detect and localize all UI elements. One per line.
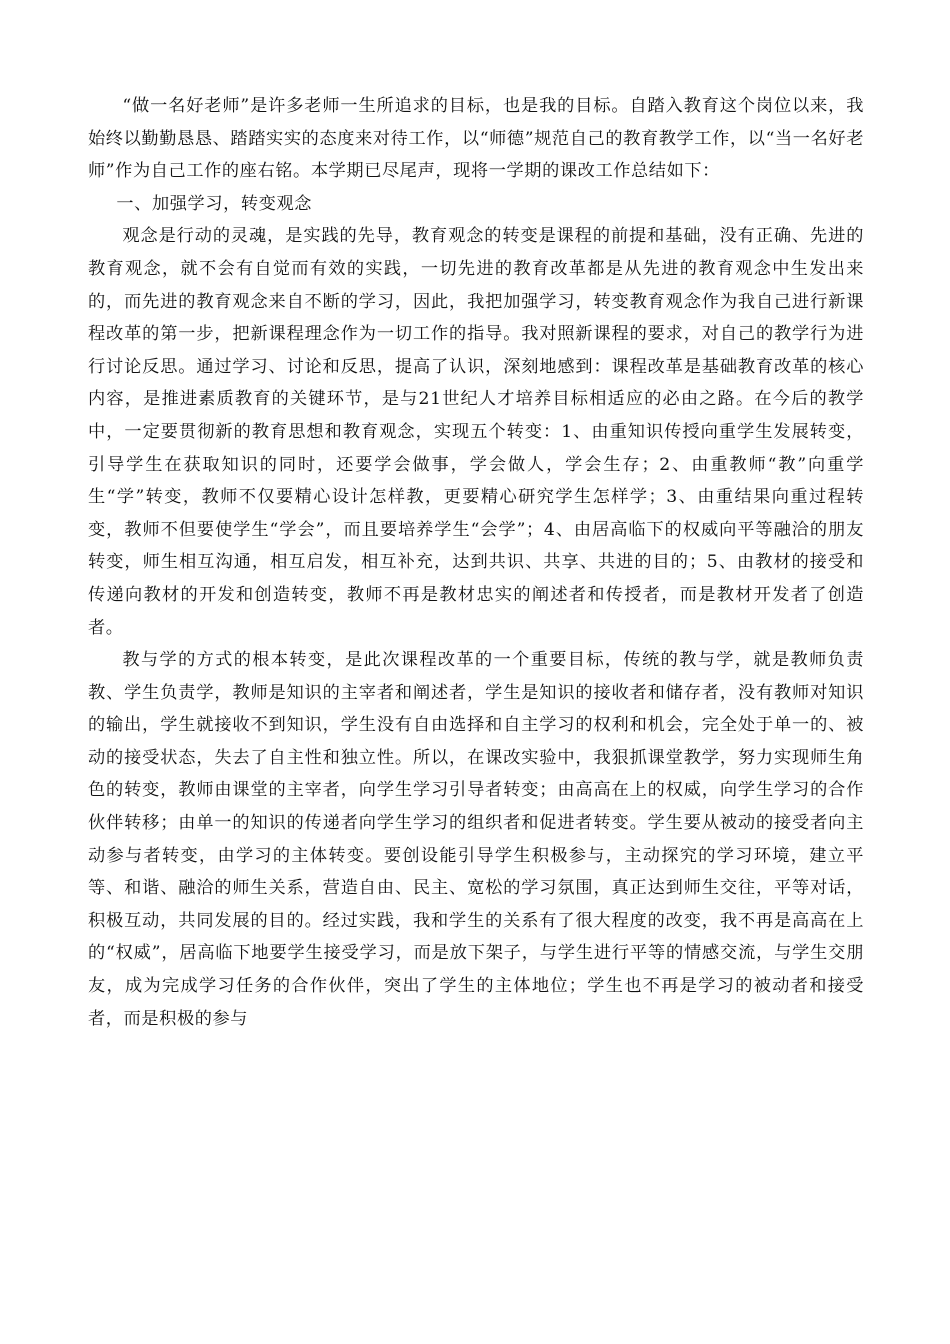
- body-paragraph-concept: 观念是行动的灵魂，是实践的先导，教育观念的转变是课程的前提和基础，没有正确、先进的教育观念，就不会有自觉而有效的实践，一切先进的教育改革都是从先进的教育观念中生发出来的，而先进的教育观念来自不断的学习，因此，我把加强学习，转变教育观念作为我自己进行新课程改革的第一步，把新课程理念作为一切工作的指导。我对照新课程的要求，对自己的教学行为进行讨论反思。通过学习、讨论和反思，提高了认识，深刻地感到：课程改革是基础教育改革的核心内容，是推进素质教育的关键环节，是与21世纪人才培养目标相适应的必由之路。在今后的教学中，一定要贯彻新的教育思想和教育观念，实现五个转变：1、由重知识传授向重学生发展转变，引导学生在获取知识的同时，还要学会做事，学会做人，学会生存；2、由重教师“教”向重学生“学”转变，教师不仅要精心设计怎样教，更要精心研究学生怎样学；3、由重结果向重过程转变，教师不但要使学生“学会”，而且要培养学生“会学”；4、由居高临下的权威向平等融洽的朋友转变，师生相互沟通，相互启发，相互补充，达到共识、共享、共进的目的；5、由教材的接受和传递向教材的开发和创造转变，教师不再是教材忠实的阐述者和传授者，而是教材开发者了创造者。: [88, 226, 864, 638]
- section-heading: 一、加强学习，转变观念: [116, 193, 313, 214]
- intro-paragraph: “做一名好老师”是许多老师一生所追求的目标，也是我的目标。自踏入教育这个岗位以来，我始终以勤勤恳恳、踏踏实实的态度来对待工作，以“师德”规范自己的教育教学工作，以“当一名好老师”作为自己工作的座右铭。本学期已尽尾声，现将一学期的课改工作总结如下：: [88, 96, 864, 182]
- document-page: [88, 90, 864, 1035]
- body-paragraph-teaching: 教与学的方式的根本转变，是此次课程改革的一个重要目标，传统的教与学，就是教师负责教、学生负责学，教师是知识的主宰者和阐述者，学生是知识的接收者和储存者，没有教师对知识的输出，学生就接收不到知识，学生没有自由选择和自主学习的权利和机会，完全处于单一的、被动的接受状态，失去了自主性和独立性。所以，在课改实验中，我狠抓课堂教学，努力实现师生角色的转变，教师由课堂的主宰者，向学生学习引导者转变；由高高在上的权威，向学生学习的合作伙伴转移；由单一的知识的传递者向学生学习的组织者和促进者转变。学生要从被动的接受者向主动参与者转变，由学习的主体转变。要创设能引导学生积极参与，主动探究的学习环境，建立平等、和谐、融洽的师生关系，营造自由、民主、宽松的学习氛围，真正达到师生交往，平等对话，积极互动，共同发展的目的。经过实践，我和学生的关系有了很大程度的改变，我不再是高高在上的“权威”，居高临下地要学生接受学习，而是放下架子，与学生进行平等的情感交流，与学生交朋友，成为完成学习任务的合作伙伴，突出了学生的主体地位；学生也不再是学习的被动者和接受者，而是积极的参与: [88, 650, 864, 1029]
